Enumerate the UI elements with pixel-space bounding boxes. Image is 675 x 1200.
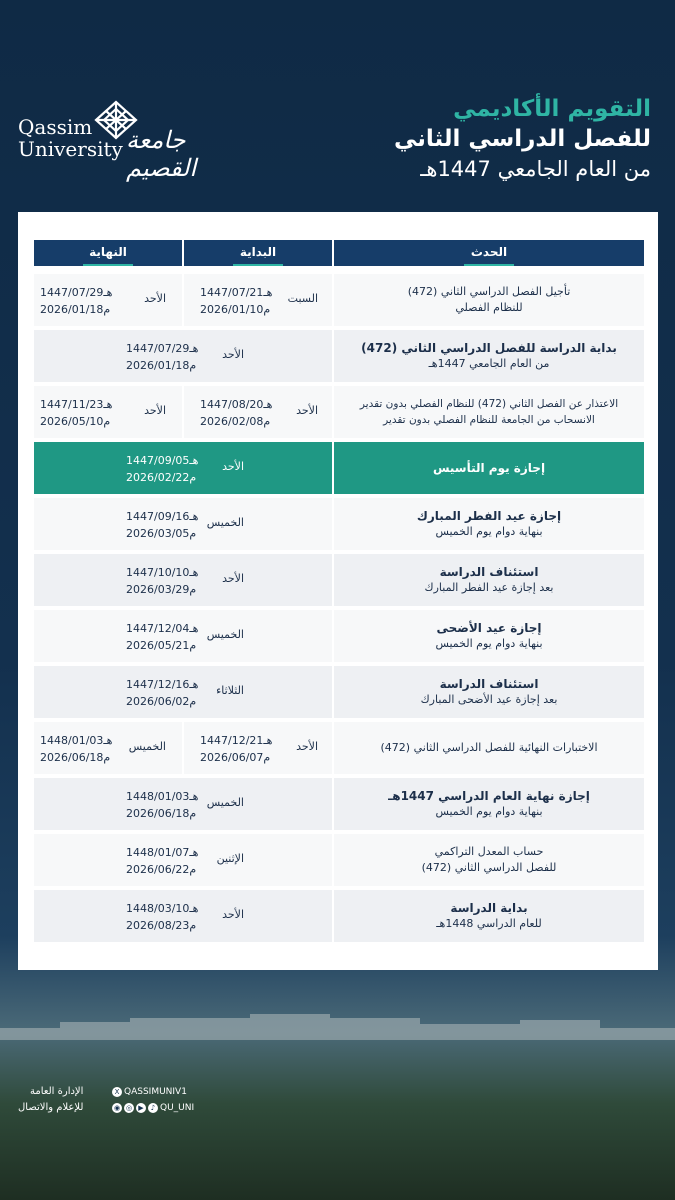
dates: 1447/09/05هـ 2026/02/22م: [126, 454, 199, 484]
table-row: [34, 778, 644, 830]
day: الأحد: [222, 908, 244, 921]
dates: 1447/09/16هـ 2026/03/05م: [126, 510, 199, 540]
footer-org: الإدارة العامة للإعلام والاتصال: [18, 1086, 84, 1113]
start-cell: [184, 722, 332, 774]
header-end: النهاية: [34, 240, 182, 266]
instagram-icon[interactable]: ◎: [125, 1103, 133, 1112]
start-cell: [184, 386, 332, 438]
table-row: [34, 330, 644, 382]
event-cell: بداية الدراسة للفصل الدراسي الثاني (472) من العام الجامعي 1447هـ: [334, 330, 644, 382]
start-day: السبت: [287, 292, 318, 305]
title-line-2: للفصل الدراسي الثاني: [393, 126, 651, 152]
date-cell: [34, 498, 332, 550]
event-cell: إجازة يوم التأسيس: [334, 442, 644, 494]
date-cell: [34, 890, 332, 942]
day: الخميس: [206, 628, 244, 641]
dates: 1448/01/03هـ 2026/06/18م: [126, 790, 199, 820]
event-cell: إجازة عيد الفطر المبارك بنهاية دوام يوم الخميس: [334, 498, 644, 550]
date-cell: [34, 666, 332, 718]
event-cell: إجازة عيد الأضحى بنهاية دوام يوم الخميس: [334, 610, 644, 662]
table-row: [34, 666, 644, 718]
table-row: [34, 386, 644, 438]
start-cell: [184, 274, 332, 326]
header-event: الحدث: [334, 240, 644, 266]
dates: 1448/01/07هـ 2026/06/22م: [126, 846, 199, 876]
event-cell: بداية الدراسة للعام الدراسي 1448هـ: [334, 890, 644, 942]
table-body: [34, 274, 644, 946]
calendar-card: [18, 212, 658, 970]
university-logo: [18, 100, 233, 182]
event-cell: الاختبارات النهائية للفصل الدراسي الثاني (472): [334, 722, 644, 774]
page-title: [321, 94, 651, 184]
logo-text-en: Qassim University: [18, 115, 123, 161]
table-row: [34, 274, 644, 326]
end-dates: 1448/01/03هـ 2026/06/18م: [40, 734, 113, 764]
tiktok-icon[interactable]: ♪: [148, 1103, 158, 1113]
table-row-highlighted: [34, 442, 644, 494]
date-cell: [34, 442, 332, 494]
event-cell: حساب المعدل التراكمي للفصل الدراسي الثاني (472): [334, 834, 644, 886]
logo-text-ar: جامعة القصيم: [126, 126, 197, 182]
end-dates: 1447/11/23هـ 2026/05/10م: [40, 398, 113, 428]
end-day: الأحد: [144, 292, 166, 305]
title-line-3: من العام الجامعي 1447هـ: [420, 157, 651, 181]
table-row: [34, 610, 644, 662]
date-cell: [34, 554, 332, 606]
handle-other[interactable]: QU_UNI: [160, 1103, 195, 1113]
day: الأحد: [222, 348, 244, 361]
event-cell: تأجيل الفصل الدراسي الثاني (472) للنظام الفصلي: [334, 274, 644, 326]
end-dates: 1447/07/29هـ 2026/01/18م: [40, 286, 113, 316]
event-cell: استئناف الدراسة بعد إجازة عيد الفطر المبارك: [334, 554, 644, 606]
table-row: [34, 890, 644, 942]
footer-social: [112, 1084, 194, 1116]
day: الأحد: [222, 460, 244, 473]
start-day: الأحد: [296, 740, 318, 753]
end-day: الأحد: [144, 404, 166, 417]
youtube-icon[interactable]: ▶: [136, 1103, 146, 1113]
event-cell: الاعتذار عن الفصل الثاني (472) للنظام الفصلي بدون تقدير الانسحاب من الجامعة للنظام الفصلي بدون تقدير: [334, 386, 644, 438]
snapchat-icon[interactable]: ◉: [113, 1103, 121, 1112]
campus-skyline-icon: [0, 1010, 675, 1040]
end-cell: [34, 274, 182, 326]
day: الإثنين: [216, 852, 244, 865]
dates: 1447/12/04هـ 2026/05/21م: [126, 622, 199, 652]
date-cell: [34, 834, 332, 886]
dates: 1447/07/29هـ 2026/01/18م: [126, 342, 199, 372]
dates: 1447/12/16هـ 2026/06/02م: [126, 678, 199, 708]
date-cell: [34, 330, 332, 382]
table-row: [34, 834, 644, 886]
event-cell: إجازة نهاية العام الدراسي 1447هـ بنهاية دوام يوم الخميس: [334, 778, 644, 830]
start-dates: 1447/08/20هـ 2026/02/08م: [200, 398, 273, 428]
day: الخميس: [206, 796, 244, 809]
start-dates: 1447/07/21هـ 2026/01/10م: [200, 286, 273, 316]
dates: 1447/10/10هـ 2026/03/29م: [126, 566, 199, 596]
x-icon[interactable]: X: [112, 1087, 122, 1097]
table-row: [34, 722, 644, 774]
day: الأحد: [222, 572, 244, 585]
handle-x[interactable]: QASSIMUNIV1: [124, 1087, 187, 1097]
table-header: [34, 240, 644, 266]
date-cell: [34, 610, 332, 662]
day: الخميس: [206, 516, 244, 529]
end-cell: [34, 722, 182, 774]
event-cell: استئناف الدراسة بعد إجازة عيد الأضحى المبارك: [334, 666, 644, 718]
dates: 1448/03/10هـ 2026/08/23م: [126, 902, 199, 932]
table-row: [34, 554, 644, 606]
title-line-1: التقويم الأكاديمي: [453, 96, 651, 122]
header-start: البداية: [184, 240, 332, 266]
start-dates: 1447/12/21هـ 2026/06/07م: [200, 734, 273, 764]
end-cell: [34, 386, 182, 438]
end-day: الخميس: [128, 740, 166, 753]
date-cell: [34, 778, 332, 830]
table-row: [34, 498, 644, 550]
start-day: الأحد: [296, 404, 318, 417]
day: الثلاثاء: [216, 684, 244, 697]
